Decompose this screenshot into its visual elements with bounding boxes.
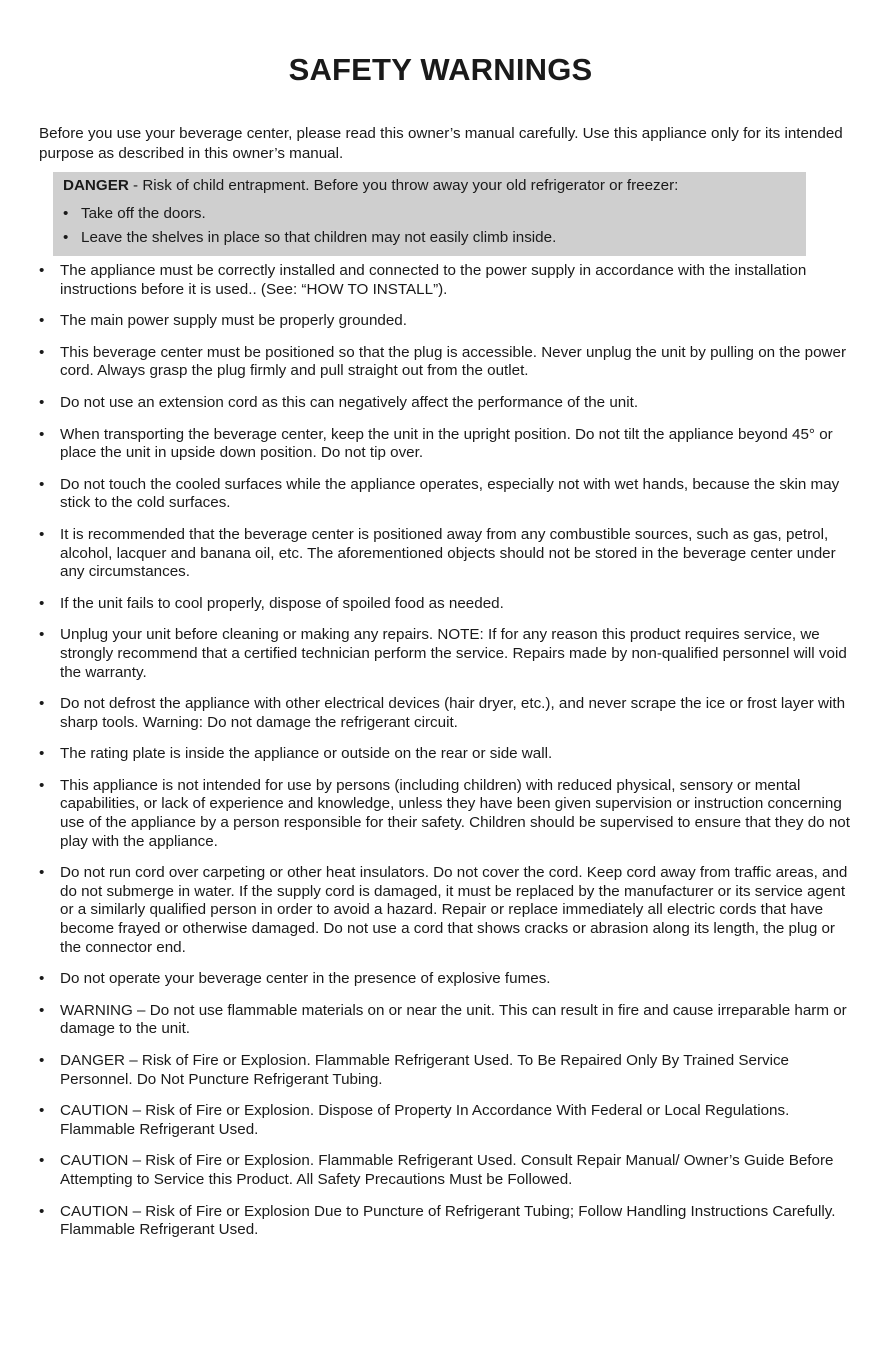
list-item	[39, 526, 854, 582]
warning-text: CAUTION – Risk of Fire or Explosion. Dispose of Property In Accordance With Federal or Local Regulations. Flammable Refrigerant Used.	[60, 1102, 790, 1138]
list-item	[39, 312, 854, 331]
bullet-icon: •	[39, 776, 45, 794]
danger-item	[63, 204, 796, 224]
warning-text: DANGER – Risk of Fire or Explosion. Flammable Refrigerant Used. To Be Repaired Only By Trained Service Personnel. Do Not Puncture Refrigerant Tubing.	[60, 1052, 790, 1088]
warning-text: This beverage center must be positioned so that the plug is accessible. Never unplug the unit by pulling on the power cord. Always grasp the plug firmly and pull straight out from the outlet.	[60, 343, 847, 380]
warning-text: Do not defrost the appliance with other electrical devices (hair dryer, etc.), and never scrape the ice or frost layer with sharp tools. Warning: Do not damage the refrigerant circuit.	[60, 695, 846, 731]
warning-text: Do not operate your beverage center in the presence of explosive fumes.	[60, 970, 551, 988]
list-item	[39, 595, 854, 614]
danger-item	[63, 228, 796, 248]
list-item	[39, 1203, 854, 1240]
bullet-icon: •	[39, 626, 45, 644]
bullet-icon: •	[39, 475, 45, 493]
list-item	[39, 1052, 854, 1089]
list-item	[39, 344, 854, 381]
list-item	[39, 262, 854, 299]
danger-list	[63, 204, 796, 248]
list-item	[39, 626, 854, 682]
list-item	[39, 1102, 854, 1139]
list-item	[39, 1152, 854, 1189]
warning-text: Do not run cord over carpeting or other heat insulators. Do not cover the cord. Keep cord away from traffic areas, and do not submerge in water. If the supply cord is damaged, it must be replaced by the manufacturer or its service agent or a similarly qualified person in order to avoid a hazard. Repair or replace immediately all electric cords that have become frayed or otherwise damaged. Do not use a cord that shows cracks or abrasion along its length, the plug or the connector end.	[60, 864, 848, 956]
danger-label: DANGER	[63, 177, 129, 194]
bullet-icon: •	[39, 594, 45, 612]
bullet-icon: •	[39, 1052, 45, 1069]
danger-box	[53, 172, 806, 256]
bullet-icon: •	[39, 1202, 45, 1220]
list-item	[39, 777, 854, 851]
list-item	[39, 970, 854, 989]
danger-heading	[63, 176, 796, 196]
warning-text: This appliance is not intended for use by persons (including children) with reduced physical, sensory or mental capabilities, or lack of experience and knowledge, unless they have been given supervision or instruction concerning use of the appliance by a person responsible for their safety. Children should be supervised to ensure that they do not play with the appliance.	[60, 776, 850, 850]
list-item	[39, 394, 854, 413]
bullet-icon: •	[39, 425, 45, 443]
warning-text: The appliance must be correctly installed and connected to the power supply in accordance with the installation instructions before it is used.. (See: “HOW TO INSTALL”).	[60, 262, 807, 298]
list-item	[39, 695, 854, 732]
danger-item-text: Leave the shelves in place so that children may not easily climb inside.	[81, 229, 557, 246]
page-title: SAFETY WARNINGS	[288, 52, 593, 87]
bullet-icon: •	[39, 1152, 45, 1170]
bullet-icon: •	[39, 970, 45, 988]
danger-item-text: Take off the doors.	[81, 205, 206, 222]
bullet-icon: •	[39, 343, 45, 361]
warning-text: When transporting the beverage center, keep the unit in the upright position. Do not tilt the appliance beyond 45° or place the unit in upside down position. Do not tip over.	[60, 425, 833, 462]
list-item	[39, 1002, 854, 1039]
warnings-list	[39, 262, 854, 1253]
list-item	[39, 476, 854, 513]
warning-text: It is recommended that the beverage center is positioned away from any combustible sources, such as gas, petrol, alcohol, lacquer and banana oil, etc. The aforementioned objects should not be stored in the beverage center under any circumstances.	[60, 525, 836, 581]
bullet-icon: •	[39, 262, 45, 279]
bullet-icon: •	[39, 525, 45, 543]
bullet-icon: •	[63, 205, 69, 222]
list-item	[39, 426, 854, 463]
warning-text: WARNING – Do not use flammable materials on or near the unit. This can result in fire and cause irreparable harm or damage to the unit.	[60, 1001, 847, 1038]
warning-text: Do not use an extension cord as this can negatively affect the performance of the unit.	[60, 393, 639, 411]
warning-text: If the unit fails to cool properly, dispose of spoiled food as needed.	[60, 594, 504, 612]
list-item	[39, 864, 854, 957]
bullet-icon: •	[63, 229, 69, 246]
warning-text: CAUTION – Risk of Fire or Explosion Due to Puncture of Refrigerant Tubing; Follow Handling Instructions Carefully. Flammable Refrigerant Used.	[60, 1202, 836, 1239]
danger-text: - Risk of child entrapment. Before you throw away your old refrigerator or freezer:	[128, 177, 679, 194]
list-item	[39, 745, 854, 764]
bullet-icon: •	[39, 864, 45, 882]
bullet-icon: •	[39, 745, 45, 763]
warning-text: The main power supply must be properly grounded.	[60, 312, 407, 330]
bullet-icon: •	[39, 1102, 45, 1120]
warning-text: CAUTION – Risk of Fire or Explosion. Flammable Refrigerant Used. Consult Repair Manual/ Owner’s Guide Before Attempting to Service this Product. All Safety Precautions Must be Followed.	[60, 1152, 834, 1188]
warning-text: The rating plate is inside the appliance or outside on the rear or side wall.	[60, 745, 553, 763]
bullet-icon: •	[39, 1001, 45, 1019]
bullet-icon: •	[39, 695, 45, 713]
warning-text: Unplug your unit before cleaning or making any repairs. NOTE: If for any reason this product requires service, we strongly recommend that a certified technician perform the service. Repairs made by non-qualified personnel will void the warranty.	[60, 626, 847, 681]
intro-paragraph: Before you use your beverage center, please read this owner’s manual carefully. Use this appliance only for its intended purpose as described in this owner’s manual.	[39, 125, 843, 162]
warning-text: Do not touch the cooled surfaces while the appliance operates, especially not with wet hands, because the skin may stick to the cold surfaces.	[60, 475, 840, 512]
bullet-icon: •	[39, 393, 45, 411]
bullet-icon: •	[39, 312, 45, 330]
